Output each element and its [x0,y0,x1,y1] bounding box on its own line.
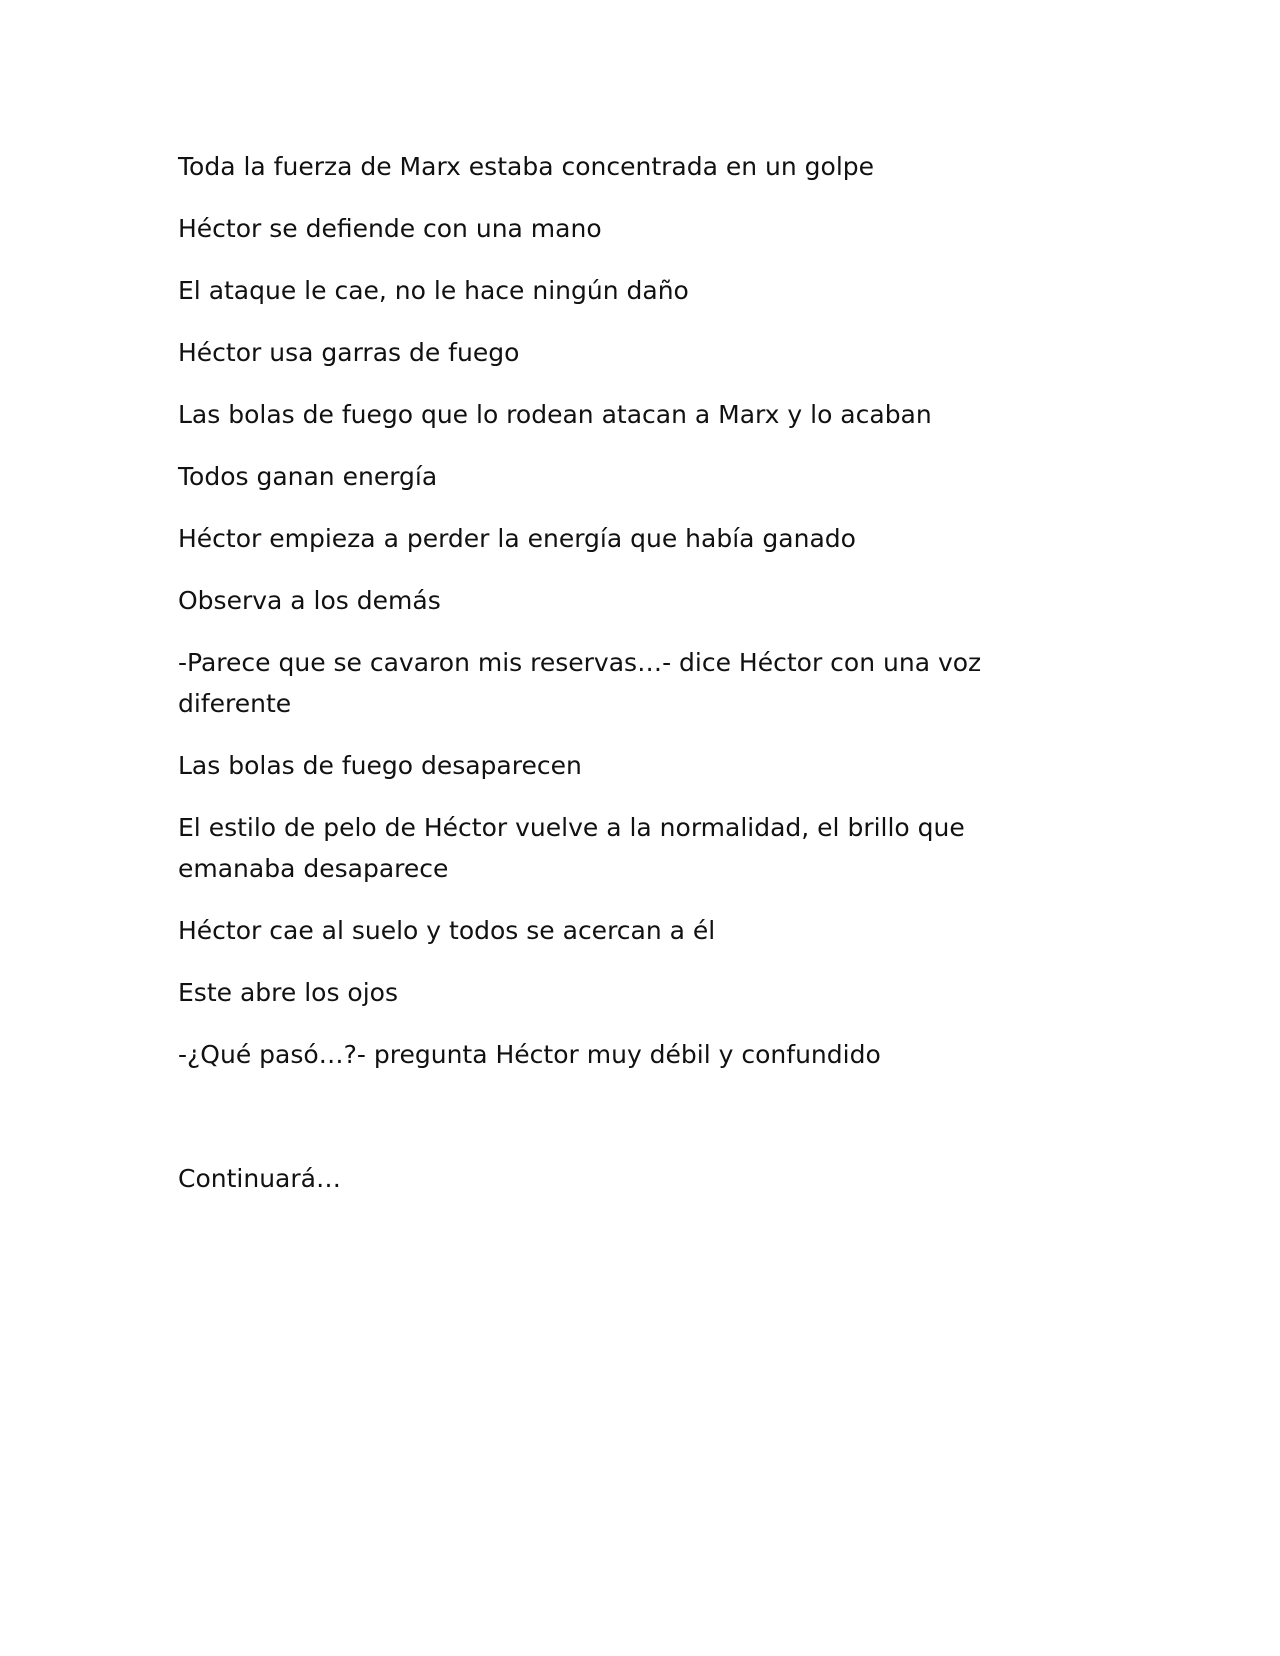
closing-line: Continuará… [178,1164,341,1193]
paragraph-14: -¿Qué pasó…?- pregunta Héctor muy débil y confundido [178,1040,881,1069]
paragraph-2: Héctor se defiende con una mano [178,214,602,243]
paragraph-5: Las bolas de fuego que lo rodean atacan a Marx y lo acaban [178,400,932,429]
paragraph-8: Observa a los demás [178,586,441,615]
paragraph-7: Héctor empieza a perder la energía que había ganado [178,524,856,553]
paragraph-12: Héctor cae al suelo y todos se acercan a él [178,916,716,945]
blank-line [178,1096,1078,1137]
paragraph-3: El ataque le cae, no le hace ningún daño [178,276,689,305]
document-body [178,146,1078,1220]
paragraph-1: Toda la fuerza de Marx estaba concentrada en un golpe [178,152,875,181]
paragraph-9: -Parece que se cavaron mis reservas…- dice Héctor con una voz diferente [178,648,982,718]
paragraph-13: Este abre los ojos [178,978,398,1007]
paragraph-11: El estilo de pelo de Héctor vuelve a la normalidad, el brillo que emanaba desaparece [178,813,965,883]
paragraph-6: Todos ganan energía [178,462,438,491]
paragraph-10: Las bolas de fuego desaparecen [178,751,582,780]
paragraph-4: Héctor usa garras de fuego [178,338,520,367]
